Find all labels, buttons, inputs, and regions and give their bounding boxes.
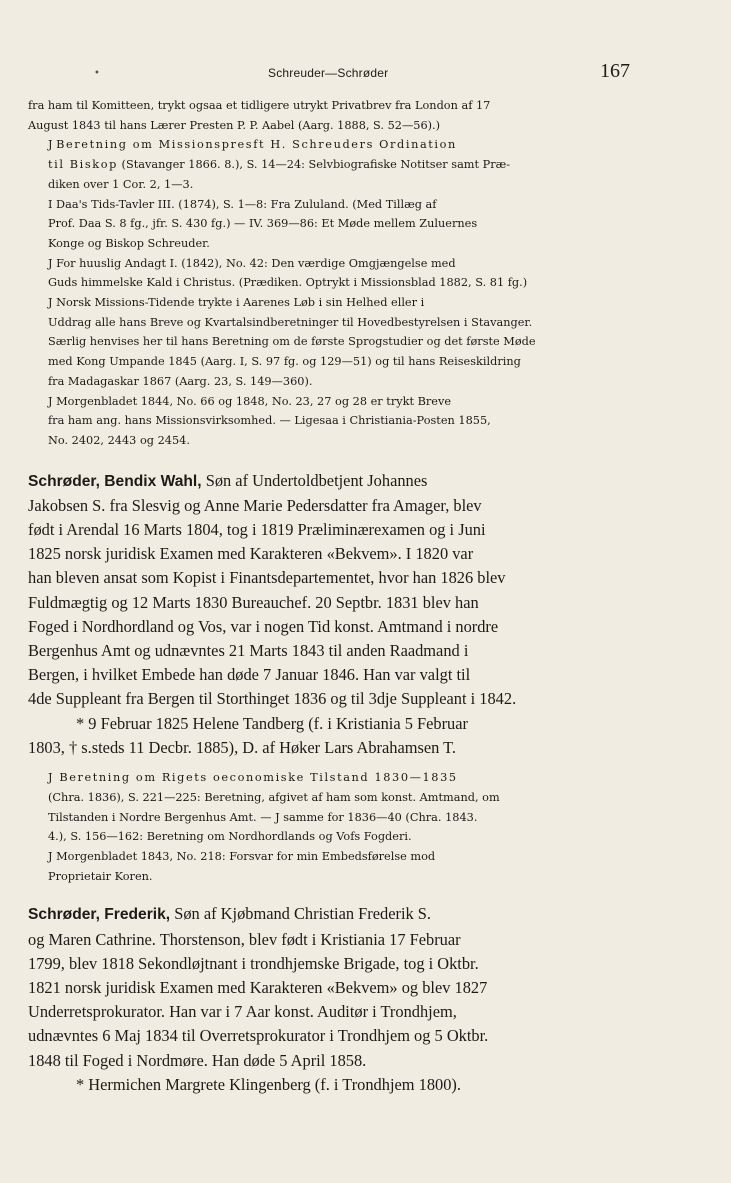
text-line: Fuldmægtig og 12 Marts 1830 Bureauchef. 20 Septbr. 1831 blev han [28, 592, 479, 612]
marriage-bendix [28, 712, 708, 736]
text-line: August 1843 til hans Lærer Presten P. P. Aabel (Aarg. 1888, S. 52—56).) [28, 118, 441, 132]
page-content [28, 96, 708, 1097]
text-line: Bergen, i hvilket Embede han døde 7 Januar 1846. Han var valgt til [28, 665, 471, 685]
paragraph-tids-tavler [28, 195, 708, 254]
text-line: Søn af Undertoldbetjent Johannes [205, 470, 428, 490]
marriage-bendix-continued [28, 736, 708, 760]
paragraph-andagt [28, 254, 708, 293]
text-line: fra Madagaskar 1867 (Aarg. 23, S. 149—360). [48, 374, 313, 388]
text-line: (Chra. 1836), S. 221—225: Beretning, afgivet af ham som konst. Amtmand, om [48, 790, 500, 804]
text-line: 1821 norsk juridisk Examen med Karakteren «Bekvem» og blev 1827 [28, 977, 488, 997]
text-line: No. 2402, 2443 og 2454. [48, 433, 190, 447]
text-line: J Norsk Missions-Tidende trykte i Aarenes Løb i sin Helhed eller i [48, 296, 425, 310]
text-line: med Kong Umpande 1845 (Aarg. I, S. 97 fg. og 129—51) og til hans Reiseskildring [48, 355, 521, 369]
text-line: * Hermichen Margrete Klingenberg (f. i Trondhjem 1800). [76, 1074, 461, 1094]
text-line: Jakobsen S. fra Slesvig og Anne Marie Pedersdatter fra Amager, blev [28, 495, 482, 515]
text-line: Søn af Kjøbmand Christian Frederik S. [174, 904, 432, 924]
entry-name: Schrøder, Frederik, [28, 906, 171, 924]
biography-frederik [28, 902, 708, 1072]
page-header [0, 58, 731, 88]
text-line: fra ham ang. hans Missionsvirksomhed. — Ligesaa i Christiania-Posten 1855, [48, 414, 491, 428]
text-line: J Morgenbladet 1843, No. 218: Forsvar for min Embedsførelse mod [48, 849, 436, 863]
works-bendix [28, 768, 708, 886]
text-line: Proprietair Koren. [48, 869, 153, 883]
text-line: fra ham til Komitteen, trykt ogsaa et tidligere utrykt Privatbrev fra London af 17 [28, 99, 491, 112]
text-line: J For huuslig Andagt I. (1842), No. 42: Den værdige Omgjængelse med [48, 256, 456, 270]
entry-frederik-schroder [28, 902, 708, 1097]
text-line: Konge og Biskop Schreuder. [48, 236, 210, 250]
text-line: Særlig henvises her til hans Beretning om de første Sprogstudier og det første Møde [48, 335, 536, 349]
text-marker: J [48, 138, 53, 152]
print-speck: • [94, 68, 100, 79]
text-line: (Stavanger 1866. 8.), S. 14—24: Selvbiografiske Notitser samt Præ- [121, 158, 511, 172]
paragraph-missions-tidende [28, 293, 708, 392]
text-line: Prof. Daa S. 8 fg., jfr. S. 430 fg.) — IV. 369—86: Et Møde mellem Zuluernes [48, 217, 478, 231]
text-line: født i Arendal 16 Marts 1804, tog i 1819 Præliminærexamen og i Juni [28, 520, 486, 540]
text-line: 1803, † s.steds 11 Decbr. 1885), D. af Høker Lars Abrahamsen T. [28, 737, 457, 757]
text-line: til Biskop [48, 158, 118, 172]
paragraph-morgenbladet-1843 [28, 847, 708, 886]
entry-bendix-wahl-schroder [28, 469, 708, 887]
paragraph-rigets-tilstand [28, 768, 708, 847]
running-head: Schreuder—Schrøder [268, 66, 389, 80]
text-line: og Maren Cathrine. Thorstenson, blev født i Kristiania 17 Februar [28, 929, 461, 949]
paragraph-committee-letter [28, 96, 708, 135]
text-line: Underretsprokurator. Han var i 7 Aar konst. Auditør i Trondhjem, [28, 1002, 457, 1022]
text-line: 1848 til Foged i Nordmøre. Han døde 5 April 1858. [28, 1050, 367, 1070]
text-line: J Beretning om Rigets oeconomiske Tilstand 1830—1835 [48, 771, 458, 785]
text-line: udnævntes 6 Maj 1834 til Overretsprokurator i Trondhjem og 5 Oktbr. [28, 1026, 489, 1046]
biography-bendix [28, 469, 708, 712]
text-line: Guds himmelske Kald i Christus. (Prædiken. Optrykt i Missionsblad 1882, S. 81 fg.) [48, 276, 528, 290]
text-line: Bergenhus Amt og udnævntes 21 Marts 1843 til anden Raadmand i [28, 641, 469, 661]
text-line: 1825 norsk juridisk Examen med Karakteren «Bekvem». I 1820 var [28, 544, 474, 564]
marriage-frederik [28, 1073, 708, 1097]
paragraph-morgenbladet [28, 392, 708, 451]
text-line: I Daa's Tids-Tavler III. (1874), S. 1—8: Fra Zululand. (Med Tillæg af [48, 197, 437, 211]
paragraph-ordination [28, 135, 708, 194]
text-line: Foged i Nordhordland og Vos, var i nogen Tid konst. Amtmand i nordre [28, 616, 499, 636]
text-line: 4de Suppleant fra Bergen til Storthinget 1836 og til 3dje Suppleant i 1842. [28, 689, 517, 709]
text-line: Tilstanden i Nordre Bergenhus Amt. — J samme for 1836—40 (Chra. 1843. [48, 810, 478, 824]
text-line: diken over 1 Cor. 2, 1—3. [48, 177, 194, 191]
text-line: Uddrag alle hans Breve og Kvartalsindberetninger til Hovedbestyrelsen i Stavanger. [48, 315, 533, 329]
text-line: J Morgenbladet 1844, No. 66 og 1848, No. 23, 27 og 28 er trykt Breve [48, 394, 452, 408]
page-number: 167 [600, 60, 630, 82]
text-line: * 9 Februar 1825 Helene Tandberg (f. i Kristiania 5 Februar [76, 713, 468, 733]
text-line: 4.), S. 156—162: Beretning om Nordhordlands og Vofs Fogderi. [48, 830, 412, 844]
text-line: Beretning om Missionspresft H. Schreuders Ordination [56, 138, 457, 152]
text-line: 1799, blev 1818 Sekondløjtnant i trondhjemske Brigade, tog i Oktbr. [28, 953, 479, 973]
entry-name: Schrøder, Bendix Wahl, [28, 472, 202, 490]
text-line: han bleven ansat som Kopist i Finantsdepartementet, hvor han 1826 blev [28, 568, 506, 588]
